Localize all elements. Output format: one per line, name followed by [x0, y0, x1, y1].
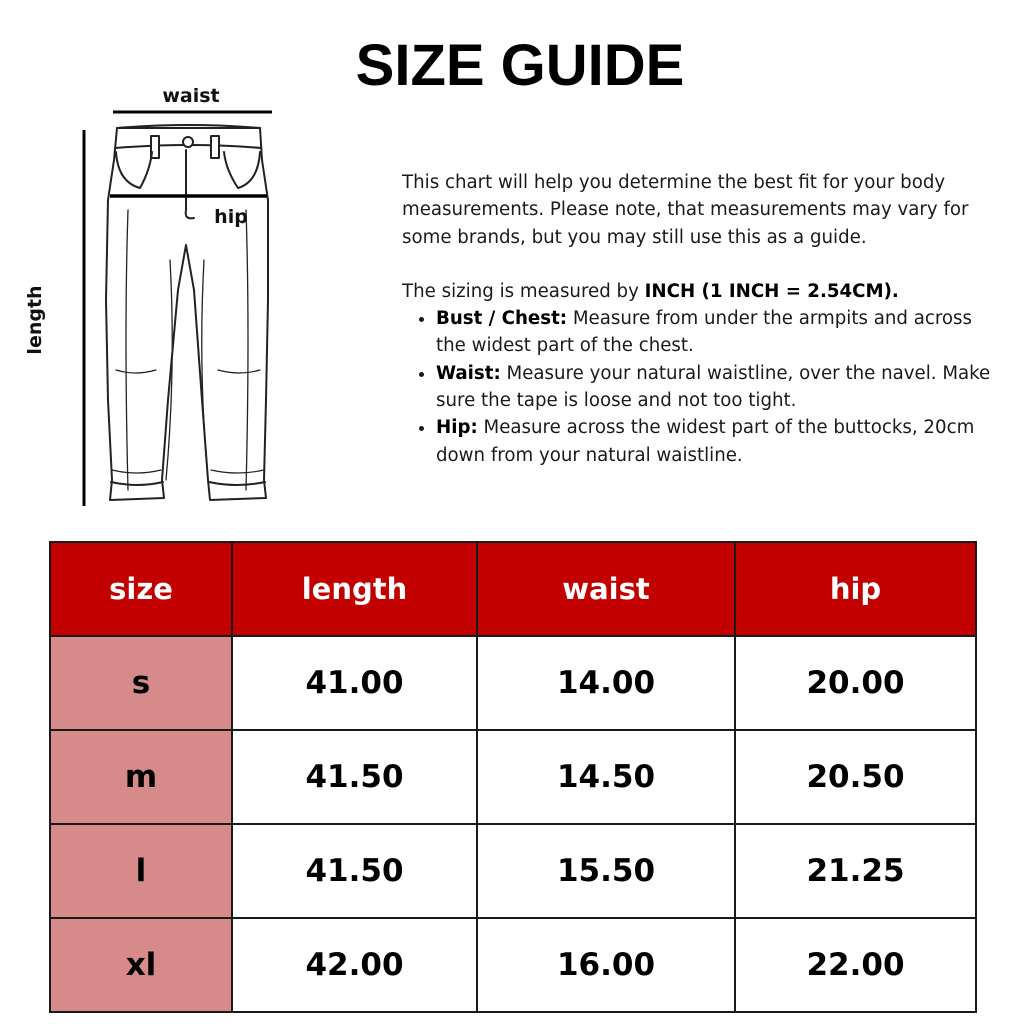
header-length: length — [232, 542, 477, 636]
length-cell: 42.00 — [232, 918, 477, 1012]
bullet-term: Hip: — [436, 417, 478, 439]
bullet-term: Waist: — [436, 362, 501, 384]
measure-list — [402, 305, 992, 469]
size-cell: xl — [50, 918, 232, 1012]
table-row — [50, 636, 976, 730]
header-size: size — [50, 542, 232, 636]
hip-label: hip — [214, 206, 248, 228]
header-hip: hip — [735, 542, 976, 636]
table-header-row — [50, 542, 976, 636]
list-item — [436, 360, 992, 415]
table-row — [50, 730, 976, 824]
list-item — [436, 305, 992, 360]
table-row — [50, 824, 976, 918]
list-item — [436, 414, 992, 469]
intro-text: This chart will help you determine the best fit for your body measurements. Please note, that measurements may vary for some brands, but you may still use this as a guide. — [402, 172, 969, 248]
unit-prefix: The sizing is measured by — [402, 280, 645, 302]
hip-cell: 20.50 — [735, 730, 976, 824]
waist-cell: 16.00 — [477, 918, 735, 1012]
waist-cell: 15.50 — [477, 824, 735, 918]
bullet-term: Bust / Chest: — [436, 308, 568, 330]
page-title: SIZE GUIDE — [355, 33, 685, 98]
pants-diagram — [0, 70, 300, 520]
bullet-text: Measure across the widest part of the buttocks, 20cm down from your natural waistline. — [436, 417, 975, 466]
waist-label: waist — [162, 85, 220, 107]
size-cell: s — [50, 636, 232, 730]
length-label: length — [24, 285, 46, 355]
length-cell: 41.50 — [232, 824, 477, 918]
hip-cell: 20.00 — [735, 636, 976, 730]
waist-cell: 14.00 — [477, 636, 735, 730]
description — [402, 169, 992, 469]
bullet-text: Measure from under the armpits and across the widest part of the chest. — [436, 308, 973, 357]
pants-icon — [106, 125, 268, 500]
size-table — [49, 541, 977, 1013]
size-cell: l — [50, 824, 232, 918]
length-cell: 41.50 — [232, 730, 477, 824]
header-waist: waist — [477, 542, 735, 636]
unit-bold: INCH (1 INCH = 2.54CM). — [644, 280, 899, 302]
hip-cell: 21.25 — [735, 824, 976, 918]
waist-cell: 14.50 — [477, 730, 735, 824]
size-cell: m — [50, 730, 232, 824]
length-cell: 41.00 — [232, 636, 477, 730]
unit-text — [402, 278, 992, 305]
hip-cell: 22.00 — [735, 918, 976, 1012]
bullet-text: Measure your natural waistline, over the navel. Make sure the tape is loose and not too tight. — [436, 362, 991, 412]
table-row — [50, 918, 976, 1012]
